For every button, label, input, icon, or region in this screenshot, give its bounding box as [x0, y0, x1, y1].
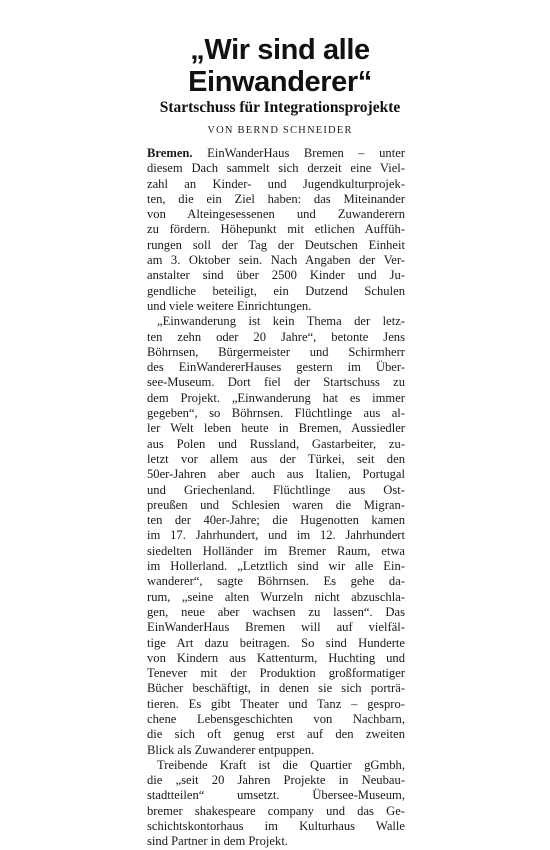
text-line: diesem Dach sammelt sich derzeit eine Viel-	[147, 161, 405, 176]
text-line: anstalter sind über 2500 Kinder und Ju-	[147, 268, 405, 283]
text-line: rungen soll der Tag der Deutschen Einheit	[147, 237, 405, 252]
text-line	[147, 146, 405, 161]
headline	[120, 34, 440, 98]
text-line: und viele weitere Einrichtungen.	[147, 298, 312, 313]
text-line: letzt vor allem aus der Türkei, seit den	[147, 451, 405, 466]
dateline: Bremen.	[147, 146, 193, 160]
text-line: gegeben“, so Böhrnsen. Flüchtlinge aus al-	[147, 406, 405, 421]
text-line: ten zehn oder 20 Jahre“, betonte Jens	[147, 329, 405, 344]
text-line: schichtskontorhaus im Kulturhaus Walle	[147, 819, 405, 834]
text-line: dem Projekt. „Einwanderung hat es immer	[147, 390, 405, 405]
paragraph	[147, 758, 405, 850]
text-line: preußen und Schlesien waren die Migran-	[147, 497, 405, 512]
text-line: Bücher beschäftigt, in denen sie sich porträ-	[147, 681, 405, 696]
text-line: 50er-Jahren aber auch aus Italien, Portugal	[147, 467, 405, 482]
paragraph	[147, 314, 405, 758]
headline-line-1: „Wir sind alle	[190, 34, 370, 66]
article-body	[147, 146, 405, 850]
text-line: bremer shakespeare company und das Ge-	[147, 803, 405, 818]
text-line: von Alteingesessenen und Zuwanderern	[147, 207, 405, 222]
paragraph	[147, 146, 405, 314]
text-line: die „seit 20 Jahren Projekte in Neubau-	[147, 773, 405, 788]
text-line: sind Partner in dem Projekt.	[147, 834, 288, 849]
text-line: ler Welt leben heute in Bremen, Aussiedler	[147, 421, 405, 436]
text-line: stadtteilen“ umsetzt. Übersee-Museum,	[147, 788, 405, 803]
text-line: am 3. Oktober sein. Nach Angaben der Ver-	[147, 253, 405, 268]
text-line: Treibende Kraft ist die Quartier gGmbh,	[157, 757, 405, 772]
text-line: Böhrnsen, Bürgermeister und Schirmherr	[147, 344, 405, 359]
text-line: tige Art dazu beitragen. So sind Hunderte	[147, 635, 405, 650]
byline: VON BERND SCHNEIDER	[207, 125, 353, 136]
text-line: rum, „seine alten Wurzeln nicht abzuschla-	[147, 589, 405, 604]
text-line: gen, neue aber wachsen zu lassen“. Das	[147, 604, 405, 619]
text-line: im Hollerland. „Letztlich sind wir alle Ein-	[147, 559, 405, 574]
text-line: ten der 40er-Jahre; die Hugenotten kamen	[147, 513, 405, 528]
text-line: siedelten Holländer im Bremer Raum, etwa	[147, 543, 405, 558]
text-line: des EinWandererHauses gestern im Über-	[147, 360, 405, 375]
text-line: aus Polen und Russland, Gastarbeiter, zu-	[147, 436, 405, 451]
text-line: Tenever mit der Produktion großformatiger	[147, 666, 405, 681]
text-line: zu fördern. Höhepunkt mit etlichen Auffüh-	[147, 222, 405, 237]
subtitle: Startschuss für Integrationsprojekte	[159, 99, 401, 116]
text-line: tieren. Es gibt Theater und Tanz – gespro-	[147, 696, 405, 711]
text-line: die sich oft genug erst auf den zweiten	[147, 727, 405, 742]
text-line: Blick als Zuwanderer entpuppen.	[147, 742, 315, 757]
text-line: EinWanderHaus Bremen will auf vielfäl-	[147, 620, 405, 635]
text-line: chene Lebensgeschichten von Nachbarn,	[147, 711, 405, 726]
lead-text: EinWanderHaus Bremen – unter	[192, 146, 405, 160]
text-line: ten, die ein Ziel haben: das Miteinander	[147, 191, 405, 206]
text-line: wanderer“, sagte Böhrnsen. Es gehe da-	[147, 574, 405, 589]
headline-line-2: Einwanderer“	[188, 66, 372, 98]
text-line: see-Museum. Dort fiel der Startschuss zu	[147, 375, 405, 390]
text-line: gendliche beteiligt, ein Dutzend Schulen	[147, 283, 405, 298]
text-line: im 17. Jahrhundert, und im 12. Jahrhundert	[147, 528, 405, 543]
text-line: von Kindern aus Kattenturm, Huchting und	[147, 650, 405, 665]
text-line: zahl an Kinder- und Jugendkulturprojek-	[147, 176, 405, 191]
text-line: und Griechenland. Flüchtlinge aus Ost-	[147, 482, 405, 497]
text-line: „Einwanderung ist kein Thema der letz-	[157, 314, 405, 329]
